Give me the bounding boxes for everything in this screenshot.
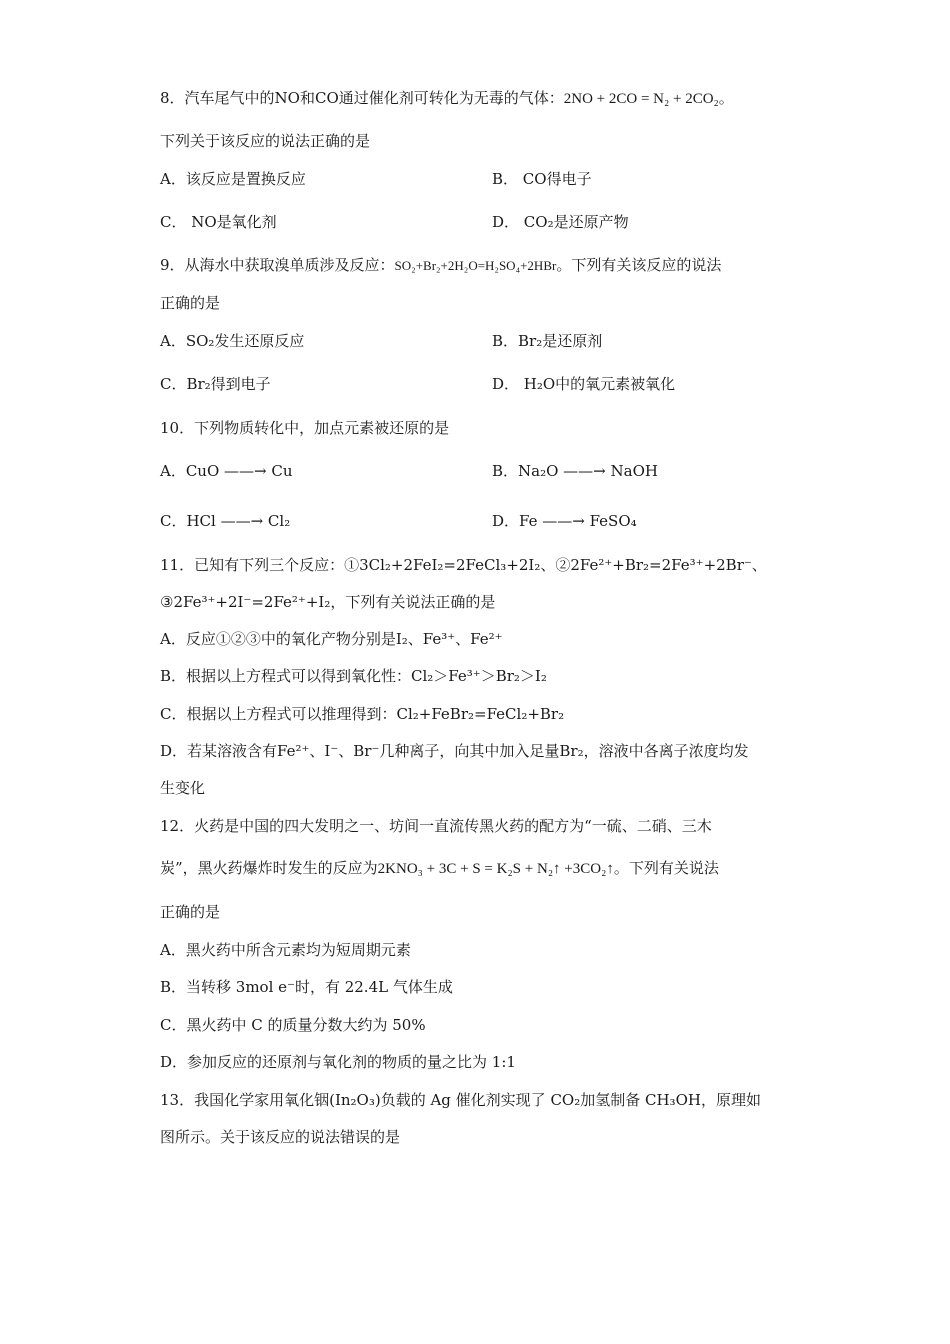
q9-option-a[interactable]: A．SO₂发生还原反应: [160, 332, 305, 350]
q11-option-c[interactable]: C．根据以上方程式可以推理得到：Cl₂+FeBr₂=FeCl₂+Br₂: [160, 705, 565, 723]
q12-equation: 2KNO₃ + 3C + S = K₂S + N₂↑ +3CO₂↑: [377, 861, 614, 877]
q11-option-d-line2: 生变化: [160, 779, 206, 797]
q10-option-b[interactable]: B．Na₂O ——→ NaOH: [492, 462, 658, 480]
q12-option-d[interactable]: D．参加反应的还原剂与氧化剂的物质的量之比为 1:1: [160, 1053, 516, 1071]
q8-option-b[interactable]: B． CO得电子: [492, 170, 592, 188]
q8-stem-line2: 下列关于该反应的说法正确的是: [160, 132, 371, 150]
q8-option-d[interactable]: D． CO₂是还原产物: [492, 213, 629, 231]
q13-stem-line1: 13．我国化学家用氧化铟(In₂O₃)负载的 Ag 催化剂实现了 CO₂加氢制备 CH₃OH，原理如: [160, 1091, 761, 1109]
q9-option-b[interactable]: B．Br₂是还原剂: [492, 332, 603, 350]
q12-option-b[interactable]: B．当转移 3mol e⁻时，有 22.4L 气体生成: [160, 978, 453, 996]
q11-stem-line2: ③2Fe³⁺+2I⁻=2Fe²⁺+I₂，下列有关说法正确的是: [160, 593, 496, 611]
q12-stem-line1: 12．火药是中国的四大发明之一、坊间一直流传黑火药的配方为“一硫、二硝、三木: [160, 817, 712, 835]
q11-option-b[interactable]: B．根据以上方程式可以得到氧化性：Cl₂＞Fe³⁺＞Br₂＞I₂: [160, 667, 547, 685]
q11-stem-line1: 11．已知有下列三个反应：①3Cl₂+2FeI₂=2FeCl₃+2I₂、②2Fe²⁺+Br₂=2Fe³⁺+2Br⁻、: [160, 556, 767, 574]
q10-option-a[interactable]: A．CuO ——→ Cu: [160, 462, 293, 480]
q13-stem-line2: 图所示。关于该反应的说法错误的是: [160, 1128, 401, 1146]
q12-stem-line2: [160, 858, 719, 879]
q9-option-c[interactable]: C．Br₂得到电子: [160, 375, 271, 393]
q8-equation: 2NO + 2CO = N₂ + 2CO₂: [563, 91, 719, 107]
q9-stem-end: 。下列有关该反应的说法: [556, 256, 722, 274]
q11-option-d-line1[interactable]: D．若某溶液含有Fe²⁺、I⁻、Br⁻几种离子，向其中加入足量Br₂，溶液中各离子浓度均发: [160, 742, 749, 760]
q12-stem-end: 。下列有关说法: [613, 859, 719, 877]
q10-option-d[interactable]: D．Fe ——→ FeSO₄: [492, 512, 637, 530]
q8-stem-line1: [160, 88, 734, 109]
q9-stem-text: 9．从海水中获取溴单质涉及反应：: [160, 256, 395, 274]
q12-option-c[interactable]: C．黑火药中 C 的质量分数大约为 50%: [160, 1016, 426, 1034]
q8-stem-text: 8．汽车尾气中的NO和CO通过催化剂可转化为无毒的气体：: [160, 89, 564, 107]
q12-stem-text: 炭”，黑火药爆炸时发生的反应为: [160, 859, 378, 877]
q10-stem: 10．下列物质转化中，加点元素被还原的是: [160, 419, 450, 437]
q12-stem-line3: 正确的是: [160, 903, 221, 921]
q8-option-a[interactable]: A．该反应是置换反应: [160, 170, 306, 188]
q9-stem-line1: [160, 255, 721, 276]
q9-option-d[interactable]: D． H₂O中的氧元素被氧化: [492, 375, 676, 393]
q10-option-c[interactable]: C．HCl ——→ Cl₂: [160, 512, 291, 530]
q9-equation: SO₂+Br₂+2H₂O=H₂SO₄+2HBr: [394, 258, 557, 273]
q11-option-a[interactable]: A．反应①②③中的氧化产物分别是I₂、Fe³⁺、Fe²⁺: [160, 630, 503, 648]
q8-option-c[interactable]: C． NO是氧化剂: [160, 213, 277, 231]
q12-option-a[interactable]: A．黑火药中所含元素均为短周期元素: [160, 941, 411, 959]
q8-stem-end: 。: [718, 89, 734, 107]
q9-stem-line2: 正确的是: [160, 294, 221, 312]
